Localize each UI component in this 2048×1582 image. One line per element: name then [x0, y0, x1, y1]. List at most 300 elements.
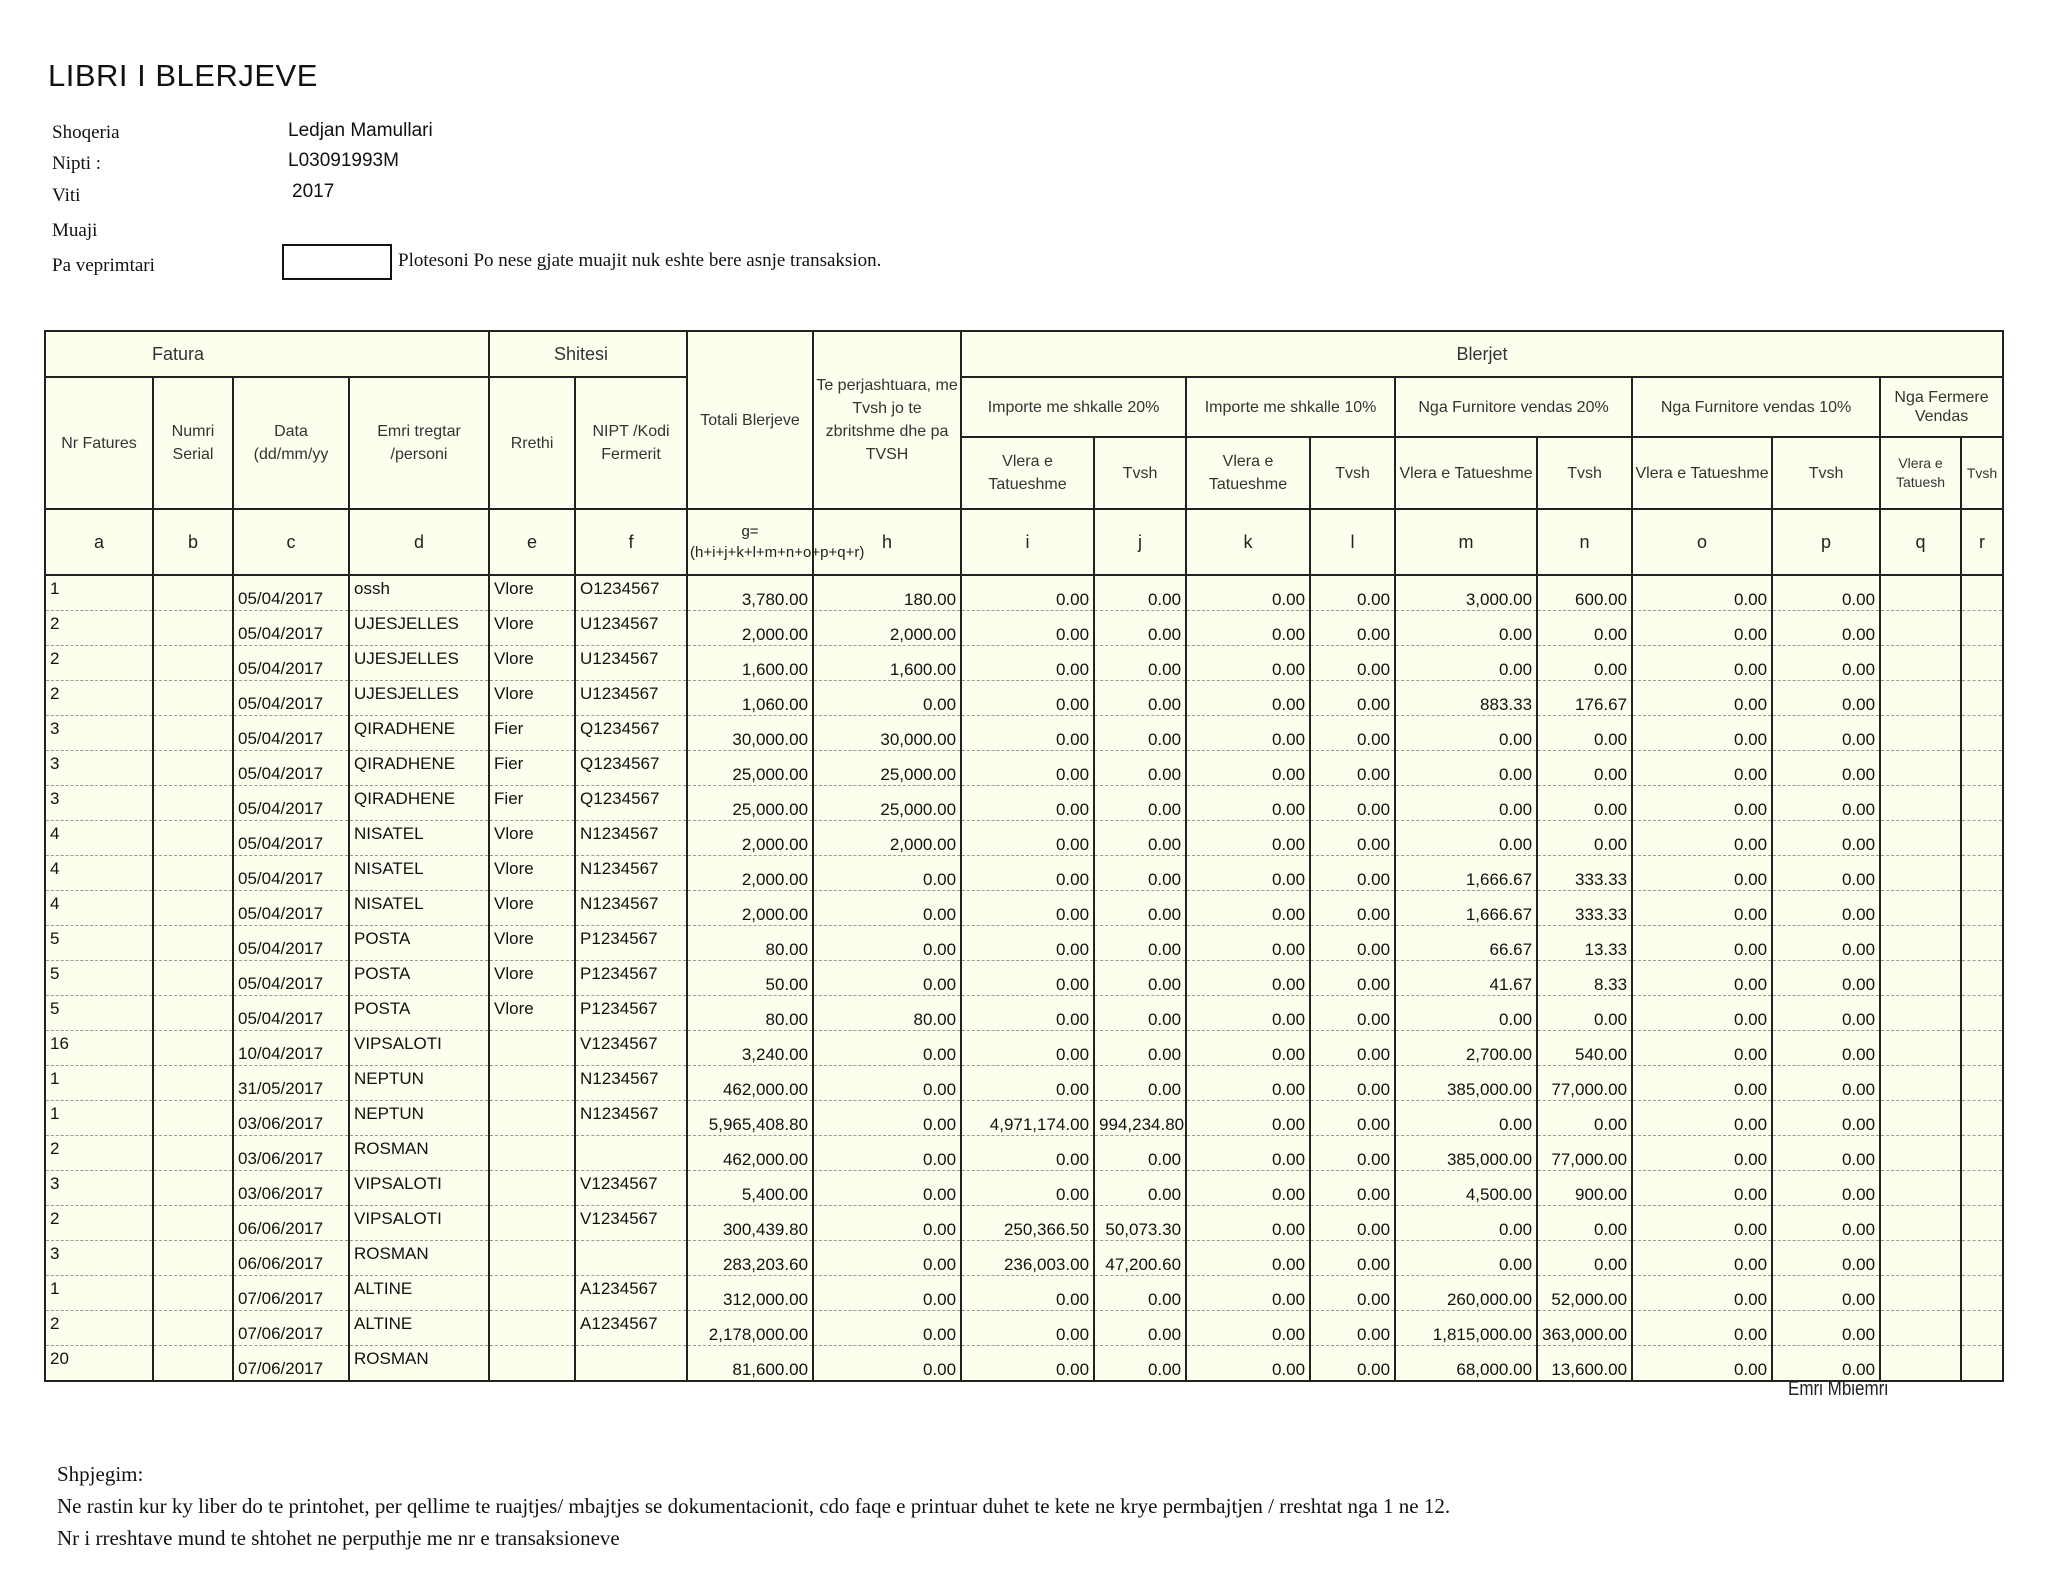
- table-cell[interactable]: 0.00: [1310, 1311, 1395, 1346]
- table-cell[interactable]: 0.00: [1186, 1311, 1310, 1346]
- table-cell[interactable]: NISATEL: [349, 856, 489, 891]
- table-cell[interactable]: [489, 1276, 575, 1311]
- table-cell[interactable]: 0.00: [1772, 716, 1880, 751]
- table-cell[interactable]: 0.00: [1094, 1066, 1186, 1101]
- table-cell[interactable]: 06/06/2017: [233, 1241, 349, 1276]
- table-cell[interactable]: 03/06/2017: [233, 1171, 349, 1206]
- table-cell[interactable]: 0.00: [1186, 786, 1310, 821]
- table-cell[interactable]: 0.00: [1632, 1276, 1772, 1311]
- table-cell[interactable]: 333.33: [1537, 856, 1632, 891]
- table-cell[interactable]: [1961, 1136, 2003, 1171]
- table-cell[interactable]: VIPSALOTI: [349, 1206, 489, 1241]
- table-cell[interactable]: [1961, 1206, 2003, 1241]
- table-cell[interactable]: 0.00: [1772, 821, 1880, 856]
- table-cell[interactable]: 0.00: [1310, 856, 1395, 891]
- table-cell[interactable]: 0.00: [1094, 961, 1186, 996]
- table-cell[interactable]: [1961, 856, 2003, 891]
- table-cell[interactable]: [153, 1136, 233, 1171]
- table-cell[interactable]: 2,700.00: [1395, 1031, 1537, 1066]
- table-cell[interactable]: N1234567: [575, 821, 687, 856]
- table-cell[interactable]: [1880, 1311, 1961, 1346]
- table-cell[interactable]: [1961, 821, 2003, 856]
- table-cell[interactable]: 0.00: [1310, 611, 1395, 646]
- table-cell[interactable]: 0.00: [1632, 1346, 1772, 1382]
- table-cell[interactable]: U1234567: [575, 681, 687, 716]
- table-cell[interactable]: [1961, 786, 2003, 821]
- table-cell[interactable]: 0.00: [1537, 821, 1632, 856]
- table-cell[interactable]: NEPTUN: [349, 1101, 489, 1136]
- table-cell[interactable]: 13.33: [1537, 926, 1632, 961]
- table-cell[interactable]: [153, 1276, 233, 1311]
- table-cell[interactable]: 0.00: [961, 681, 1094, 716]
- table-cell[interactable]: [153, 1066, 233, 1101]
- table-cell[interactable]: 77,000.00: [1537, 1066, 1632, 1101]
- table-cell[interactable]: 1,600.00: [813, 646, 961, 681]
- table-cell[interactable]: 0.00: [1094, 681, 1186, 716]
- table-cell[interactable]: POSTA: [349, 961, 489, 996]
- table-cell[interactable]: 0.00: [1632, 1241, 1772, 1276]
- table-cell[interactable]: 0.00: [1632, 611, 1772, 646]
- table-cell[interactable]: 13,600.00: [1537, 1346, 1632, 1382]
- table-cell[interactable]: 0.00: [1094, 996, 1186, 1031]
- table-cell[interactable]: 0.00: [1632, 786, 1772, 821]
- table-cell[interactable]: 0.00: [961, 926, 1094, 961]
- table-cell[interactable]: 2: [45, 681, 153, 716]
- table-cell[interactable]: 0.00: [1772, 681, 1880, 716]
- table-cell[interactable]: ALTINE: [349, 1276, 489, 1311]
- table-cell[interactable]: 2,000.00: [687, 821, 813, 856]
- table-cell[interactable]: 0.00: [1632, 681, 1772, 716]
- table-cell[interactable]: [1961, 961, 2003, 996]
- table-cell[interactable]: [1880, 1346, 1961, 1382]
- table-cell[interactable]: 0.00: [961, 1136, 1094, 1171]
- table-cell[interactable]: V1234567: [575, 1206, 687, 1241]
- table-cell[interactable]: 25,000.00: [687, 751, 813, 786]
- table-cell[interactable]: 0.00: [1310, 751, 1395, 786]
- table-cell[interactable]: ALTINE: [349, 1311, 489, 1346]
- table-cell[interactable]: 3: [45, 751, 153, 786]
- table-cell[interactable]: 4,500.00: [1395, 1171, 1537, 1206]
- table-cell[interactable]: Fier: [489, 716, 575, 751]
- table-cell[interactable]: 0.00: [1395, 1101, 1537, 1136]
- table-cell[interactable]: UJESJELLES: [349, 611, 489, 646]
- table-cell[interactable]: 47,200.60: [1094, 1241, 1186, 1276]
- table-cell[interactable]: 07/06/2017: [233, 1311, 349, 1346]
- table-cell[interactable]: U1234567: [575, 646, 687, 681]
- table-cell[interactable]: 5,965,408.80: [687, 1101, 813, 1136]
- table-cell[interactable]: 0.00: [1310, 1066, 1395, 1101]
- table-cell[interactable]: [153, 716, 233, 751]
- table-cell[interactable]: 0.00: [1537, 1101, 1632, 1136]
- table-cell[interactable]: 0.00: [813, 961, 961, 996]
- table-cell[interactable]: Q1234567: [575, 751, 687, 786]
- table-cell[interactable]: 0.00: [1094, 1171, 1186, 1206]
- table-cell[interactable]: [1961, 1171, 2003, 1206]
- table-cell[interactable]: [153, 856, 233, 891]
- table-cell[interactable]: [1961, 575, 2003, 611]
- table-cell[interactable]: 77,000.00: [1537, 1136, 1632, 1171]
- table-cell[interactable]: 10/04/2017: [233, 1031, 349, 1066]
- table-cell[interactable]: V1234567: [575, 1031, 687, 1066]
- table-cell[interactable]: 1: [45, 1276, 153, 1311]
- table-cell[interactable]: 0.00: [1395, 821, 1537, 856]
- table-cell[interactable]: [1880, 611, 1961, 646]
- table-cell[interactable]: 0.00: [1632, 575, 1772, 611]
- table-cell[interactable]: 0.00: [1632, 1206, 1772, 1241]
- table-cell[interactable]: 0.00: [1772, 1241, 1880, 1276]
- table-cell[interactable]: 0.00: [961, 996, 1094, 1031]
- table-cell[interactable]: 0.00: [1632, 646, 1772, 681]
- table-cell[interactable]: [1880, 751, 1961, 786]
- table-cell[interactable]: [153, 961, 233, 996]
- table-cell[interactable]: 66.67: [1395, 926, 1537, 961]
- table-cell[interactable]: Vlore: [489, 681, 575, 716]
- table-cell[interactable]: 0.00: [961, 821, 1094, 856]
- table-cell[interactable]: N1234567: [575, 856, 687, 891]
- table-cell[interactable]: Vlore: [489, 926, 575, 961]
- table-cell[interactable]: U1234567: [575, 611, 687, 646]
- table-cell[interactable]: 462,000.00: [687, 1066, 813, 1101]
- table-cell[interactable]: 0.00: [1094, 926, 1186, 961]
- table-cell[interactable]: NISATEL: [349, 821, 489, 856]
- table-cell[interactable]: 5: [45, 926, 153, 961]
- table-cell[interactable]: 0.00: [1310, 891, 1395, 926]
- table-cell[interactable]: 0.00: [1772, 1136, 1880, 1171]
- table-cell[interactable]: [575, 1136, 687, 1171]
- table-cell[interactable]: 3: [45, 716, 153, 751]
- table-cell[interactable]: 0.00: [1186, 1136, 1310, 1171]
- table-cell[interactable]: 0.00: [1186, 681, 1310, 716]
- table-cell[interactable]: 25,000.00: [687, 786, 813, 821]
- table-cell[interactable]: 07/06/2017: [233, 1346, 349, 1382]
- table-cell[interactable]: [153, 575, 233, 611]
- table-cell[interactable]: 05/04/2017: [233, 646, 349, 681]
- table-cell[interactable]: 0.00: [1310, 646, 1395, 681]
- table-cell[interactable]: 0.00: [1772, 751, 1880, 786]
- table-cell[interactable]: POSTA: [349, 996, 489, 1031]
- table-cell[interactable]: 0.00: [961, 856, 1094, 891]
- table-cell[interactable]: 176.67: [1537, 681, 1632, 716]
- table-cell[interactable]: [1880, 821, 1961, 856]
- table-cell[interactable]: 0.00: [1632, 1171, 1772, 1206]
- table-cell[interactable]: 385,000.00: [1395, 1136, 1537, 1171]
- table-cell[interactable]: 0.00: [813, 1136, 961, 1171]
- table-cell[interactable]: [489, 1206, 575, 1241]
- table-cell[interactable]: 260,000.00: [1395, 1276, 1537, 1311]
- table-cell[interactable]: 0.00: [1310, 716, 1395, 751]
- table-cell[interactable]: 3: [45, 1171, 153, 1206]
- table-cell[interactable]: Vlore: [489, 856, 575, 891]
- table-cell[interactable]: [489, 1346, 575, 1382]
- table-cell[interactable]: 4: [45, 891, 153, 926]
- table-cell[interactable]: 0.00: [1186, 1241, 1310, 1276]
- table-cell[interactable]: 0.00: [1186, 996, 1310, 1031]
- table-cell[interactable]: [575, 1241, 687, 1276]
- table-cell[interactable]: 05/04/2017: [233, 575, 349, 611]
- table-cell[interactable]: [1880, 681, 1961, 716]
- table-cell[interactable]: 0.00: [1186, 751, 1310, 786]
- table-cell[interactable]: 0.00: [1094, 575, 1186, 611]
- table-cell[interactable]: P1234567: [575, 996, 687, 1031]
- table-cell[interactable]: 0.00: [1094, 891, 1186, 926]
- table-cell[interactable]: [1961, 926, 2003, 961]
- table-cell[interactable]: [1880, 1136, 1961, 1171]
- table-cell[interactable]: 0.00: [1395, 1241, 1537, 1276]
- table-cell[interactable]: 0.00: [813, 1066, 961, 1101]
- table-cell[interactable]: [1961, 1031, 2003, 1066]
- table-cell[interactable]: 2,000.00: [687, 856, 813, 891]
- table-cell[interactable]: [1880, 926, 1961, 961]
- table-cell[interactable]: 31/05/2017: [233, 1066, 349, 1101]
- table-cell[interactable]: 0.00: [1632, 751, 1772, 786]
- table-cell[interactable]: Vlore: [489, 891, 575, 926]
- table-cell[interactable]: A1234567: [575, 1276, 687, 1311]
- table-cell[interactable]: [1961, 681, 2003, 716]
- table-cell[interactable]: 0.00: [1632, 926, 1772, 961]
- table-cell[interactable]: VIPSALOTI: [349, 1171, 489, 1206]
- table-cell[interactable]: QIRADHENE: [349, 751, 489, 786]
- table-cell[interactable]: 3,780.00: [687, 575, 813, 611]
- table-cell[interactable]: 0.00: [1094, 611, 1186, 646]
- table-cell[interactable]: 81,600.00: [687, 1346, 813, 1382]
- table-cell[interactable]: Q1234567: [575, 716, 687, 751]
- table-cell[interactable]: 0.00: [1186, 1031, 1310, 1066]
- table-cell[interactable]: [1961, 611, 2003, 646]
- table-cell[interactable]: 0.00: [1395, 611, 1537, 646]
- table-cell[interactable]: 0.00: [1632, 891, 1772, 926]
- table-cell[interactable]: VIPSALOTI: [349, 1031, 489, 1066]
- table-cell[interactable]: 05/04/2017: [233, 996, 349, 1031]
- table-cell[interactable]: 0.00: [1186, 716, 1310, 751]
- table-cell[interactable]: UJESJELLES: [349, 646, 489, 681]
- table-cell[interactable]: 0.00: [1772, 961, 1880, 996]
- table-cell[interactable]: [489, 1241, 575, 1276]
- table-cell[interactable]: 0.00: [1094, 1276, 1186, 1311]
- table-cell[interactable]: [1961, 1311, 2003, 1346]
- table-cell[interactable]: Vlore: [489, 575, 575, 611]
- table-cell[interactable]: 0.00: [1186, 961, 1310, 996]
- table-cell[interactable]: [1880, 1276, 1961, 1311]
- table-cell[interactable]: [1961, 1276, 2003, 1311]
- table-cell[interactable]: 2,000.00: [687, 611, 813, 646]
- table-cell[interactable]: [1880, 1171, 1961, 1206]
- table-cell[interactable]: 25,000.00: [813, 786, 961, 821]
- table-cell[interactable]: 0.00: [1772, 575, 1880, 611]
- table-cell[interactable]: 3: [45, 786, 153, 821]
- table-cell[interactable]: 0.00: [1310, 1101, 1395, 1136]
- table-cell[interactable]: 1,666.67: [1395, 856, 1537, 891]
- table-cell[interactable]: 0.00: [1772, 856, 1880, 891]
- table-cell[interactable]: NISATEL: [349, 891, 489, 926]
- table-cell[interactable]: [1880, 1031, 1961, 1066]
- table-cell[interactable]: [153, 1311, 233, 1346]
- table-cell[interactable]: 0.00: [961, 961, 1094, 996]
- table-cell[interactable]: 0.00: [1094, 1311, 1186, 1346]
- table-cell[interactable]: 4,971,174.00: [961, 1101, 1094, 1136]
- table-cell[interactable]: 0.00: [1537, 751, 1632, 786]
- table-cell[interactable]: [1961, 996, 2003, 1031]
- table-cell[interactable]: Vlore: [489, 996, 575, 1031]
- table-cell[interactable]: 2: [45, 611, 153, 646]
- table-cell[interactable]: 5,400.00: [687, 1171, 813, 1206]
- table-cell[interactable]: 2: [45, 1136, 153, 1171]
- table-cell[interactable]: ossh: [349, 575, 489, 611]
- table-cell[interactable]: [153, 1171, 233, 1206]
- table-cell[interactable]: 0.00: [1186, 1346, 1310, 1382]
- table-cell[interactable]: [1880, 786, 1961, 821]
- table-cell[interactable]: 2: [45, 1206, 153, 1241]
- table-cell[interactable]: 0.00: [1094, 856, 1186, 891]
- table-cell[interactable]: 0.00: [1310, 575, 1395, 611]
- table-cell[interactable]: Vlore: [489, 961, 575, 996]
- table-cell[interactable]: 883.33: [1395, 681, 1537, 716]
- table-cell[interactable]: 0.00: [1310, 1276, 1395, 1311]
- table-cell[interactable]: 0.00: [961, 891, 1094, 926]
- table-cell[interactable]: [1961, 1241, 2003, 1276]
- table-cell[interactable]: [153, 646, 233, 681]
- table-cell[interactable]: [153, 1101, 233, 1136]
- table-cell[interactable]: 0.00: [961, 1171, 1094, 1206]
- table-cell[interactable]: 80.00: [813, 996, 961, 1031]
- table-cell[interactable]: 0.00: [1772, 1101, 1880, 1136]
- table-cell[interactable]: 0.00: [1772, 926, 1880, 961]
- table-cell[interactable]: 50,073.30: [1094, 1206, 1186, 1241]
- table-cell[interactable]: 0.00: [1094, 786, 1186, 821]
- table-cell[interactable]: 540.00: [1537, 1031, 1632, 1066]
- table-cell[interactable]: 0.00: [1537, 1206, 1632, 1241]
- table-cell[interactable]: 0.00: [1395, 751, 1537, 786]
- table-cell[interactable]: [1880, 716, 1961, 751]
- table-cell[interactable]: 20: [45, 1346, 153, 1382]
- table-cell[interactable]: 0.00: [961, 1346, 1094, 1382]
- table-cell[interactable]: 0.00: [813, 1031, 961, 1066]
- table-cell[interactable]: [1880, 1066, 1961, 1101]
- table-cell[interactable]: 0.00: [813, 856, 961, 891]
- table-cell[interactable]: 16: [45, 1031, 153, 1066]
- table-cell[interactable]: 0.00: [813, 1241, 961, 1276]
- table-cell[interactable]: 0.00: [1772, 1346, 1880, 1382]
- table-cell[interactable]: 236,003.00: [961, 1241, 1094, 1276]
- table-cell[interactable]: 1,815,000.00: [1395, 1311, 1537, 1346]
- table-cell[interactable]: 0.00: [961, 716, 1094, 751]
- table-cell[interactable]: [489, 1136, 575, 1171]
- table-cell[interactable]: 3,240.00: [687, 1031, 813, 1066]
- table-cell[interactable]: 2: [45, 646, 153, 681]
- table-cell[interactable]: 0.00: [1632, 1101, 1772, 1136]
- table-cell[interactable]: Vlore: [489, 646, 575, 681]
- table-cell[interactable]: ROSMAN: [349, 1241, 489, 1276]
- table-cell[interactable]: 0.00: [1772, 611, 1880, 646]
- table-cell[interactable]: 2,178,000.00: [687, 1311, 813, 1346]
- table-cell[interactable]: 0.00: [1772, 891, 1880, 926]
- table-cell[interactable]: 2,000.00: [687, 891, 813, 926]
- table-cell[interactable]: 0.00: [961, 786, 1094, 821]
- table-cell[interactable]: 0.00: [1632, 1311, 1772, 1346]
- table-cell[interactable]: 05/04/2017: [233, 786, 349, 821]
- table-cell[interactable]: 05/04/2017: [233, 821, 349, 856]
- table-cell[interactable]: 0.00: [813, 1171, 961, 1206]
- table-cell[interactable]: 0.00: [1310, 961, 1395, 996]
- table-cell[interactable]: 0.00: [813, 681, 961, 716]
- table-cell[interactable]: [153, 926, 233, 961]
- table-cell[interactable]: [153, 611, 233, 646]
- table-cell[interactable]: 0.00: [1537, 611, 1632, 646]
- table-cell[interactable]: 363,000.00: [1537, 1311, 1632, 1346]
- table-cell[interactable]: 2,000.00: [813, 611, 961, 646]
- table-cell[interactable]: [1961, 891, 2003, 926]
- table-cell[interactable]: 0.00: [1310, 1346, 1395, 1382]
- table-cell[interactable]: [1880, 575, 1961, 611]
- table-cell[interactable]: [489, 1311, 575, 1346]
- table-cell[interactable]: 05/04/2017: [233, 681, 349, 716]
- table-cell[interactable]: V1234567: [575, 1171, 687, 1206]
- table-cell[interactable]: [153, 681, 233, 716]
- table-cell[interactable]: 994,234.80: [1094, 1101, 1186, 1136]
- table-cell[interactable]: 0.00: [1310, 1031, 1395, 1066]
- table-cell[interactable]: 0.00: [1094, 1346, 1186, 1382]
- table-cell[interactable]: [1961, 1066, 2003, 1101]
- table-cell[interactable]: [153, 1206, 233, 1241]
- table-cell[interactable]: [153, 1031, 233, 1066]
- table-cell[interactable]: 50.00: [687, 961, 813, 996]
- table-cell[interactable]: [1880, 856, 1961, 891]
- table-cell[interactable]: 0.00: [813, 926, 961, 961]
- table-cell[interactable]: 0.00: [813, 1101, 961, 1136]
- table-cell[interactable]: 0.00: [1772, 646, 1880, 681]
- table-cell[interactable]: 0.00: [1632, 856, 1772, 891]
- table-cell[interactable]: [1961, 646, 2003, 681]
- table-cell[interactable]: 0.00: [1094, 1031, 1186, 1066]
- table-cell[interactable]: [575, 1346, 687, 1382]
- table-cell[interactable]: 0.00: [1537, 1241, 1632, 1276]
- table-cell[interactable]: [1961, 751, 2003, 786]
- table-cell[interactable]: 385,000.00: [1395, 1066, 1537, 1101]
- table-cell[interactable]: 0.00: [1772, 1031, 1880, 1066]
- table-cell[interactable]: 05/04/2017: [233, 926, 349, 961]
- table-cell[interactable]: 8.33: [1537, 961, 1632, 996]
- table-cell[interactable]: 0.00: [813, 1311, 961, 1346]
- table-cell[interactable]: 52,000.00: [1537, 1276, 1632, 1311]
- table-cell[interactable]: 180.00: [813, 575, 961, 611]
- table-cell[interactable]: 05/04/2017: [233, 961, 349, 996]
- table-cell[interactable]: 0.00: [1632, 1031, 1772, 1066]
- table-cell[interactable]: 0.00: [961, 575, 1094, 611]
- table-cell[interactable]: [1880, 996, 1961, 1031]
- table-cell[interactable]: 0.00: [1310, 996, 1395, 1031]
- table-cell[interactable]: 1,060.00: [687, 681, 813, 716]
- table-cell[interactable]: 0.00: [961, 1031, 1094, 1066]
- table-cell[interactable]: 0.00: [1772, 1276, 1880, 1311]
- table-cell[interactable]: 4: [45, 821, 153, 856]
- table-cell[interactable]: 2,000.00: [813, 821, 961, 856]
- table-cell[interactable]: 1,600.00: [687, 646, 813, 681]
- table-cell[interactable]: 0.00: [1537, 716, 1632, 751]
- table-cell[interactable]: 0.00: [1186, 926, 1310, 961]
- table-cell[interactable]: 0.00: [1186, 646, 1310, 681]
- table-cell[interactable]: 25,000.00: [813, 751, 961, 786]
- table-cell[interactable]: [1961, 1101, 2003, 1136]
- table-cell[interactable]: 05/04/2017: [233, 611, 349, 646]
- table-cell[interactable]: 0.00: [1772, 1066, 1880, 1101]
- table-cell[interactable]: 0.00: [961, 611, 1094, 646]
- table-cell[interactable]: 1: [45, 1066, 153, 1101]
- table-cell[interactable]: UJESJELLES: [349, 681, 489, 716]
- table-cell[interactable]: QIRADHENE: [349, 716, 489, 751]
- table-cell[interactable]: 900.00: [1537, 1171, 1632, 1206]
- table-cell[interactable]: 0.00: [1186, 1206, 1310, 1241]
- table-cell[interactable]: 0.00: [1186, 821, 1310, 856]
- table-cell[interactable]: [1961, 716, 2003, 751]
